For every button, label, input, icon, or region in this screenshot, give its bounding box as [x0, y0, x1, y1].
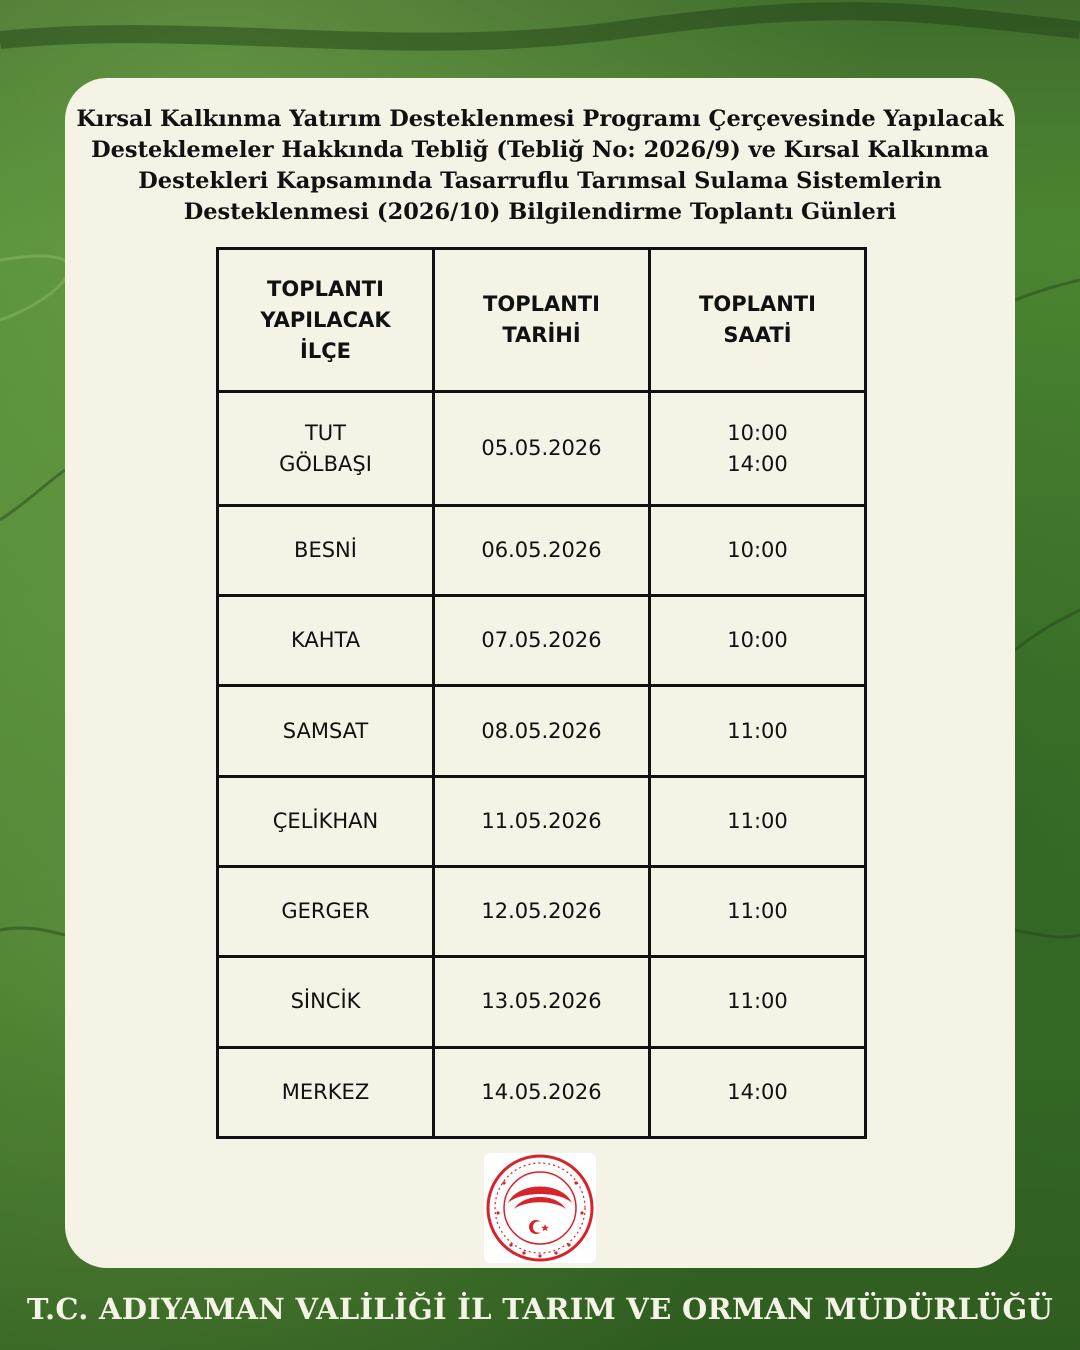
title-line: Desteklemeler Hakkında Tebliğ (Tebliğ No: 2026/9) ve Kırsal Kalkınma — [91, 137, 989, 163]
time-cell: 10:00 — [650, 596, 866, 686]
table-row — [218, 867, 866, 957]
ministry-emblem-icon — [484, 1153, 596, 1263]
time-cell: 11:00 — [650, 867, 866, 957]
time-cell: 11:00 — [650, 776, 866, 866]
header-line: SAATİ — [723, 323, 792, 348]
date-cell: 07.05.2026 — [434, 596, 650, 686]
table-row — [218, 1047, 866, 1137]
date-cell: 14.05.2026 — [434, 1047, 650, 1137]
title-line: Kırsal Kalkınma Yatırım Desteklenmesi Programı Çerçevesinde Yapılacak — [76, 106, 1004, 132]
district-cell: GERGER — [218, 867, 434, 957]
district-cell: BESNİ — [218, 505, 434, 595]
table-row — [218, 957, 866, 1047]
table-header-row — [218, 249, 866, 392]
date-cell: 06.05.2026 — [434, 505, 650, 595]
ministry-logo — [484, 1153, 596, 1263]
district-name: GÖLBAŞI — [279, 451, 372, 476]
table-row — [218, 776, 866, 866]
time-cell: 11:00 — [650, 957, 866, 1047]
date-cell: 08.05.2026 — [434, 686, 650, 776]
time-value: 14:00 — [727, 451, 788, 476]
header-line: TOPLANTI — [699, 292, 816, 317]
time-cell — [650, 392, 866, 505]
header-line: TARİHİ — [502, 323, 581, 348]
district-cell: KAHTA — [218, 596, 434, 686]
district-cell: SİNCİK — [218, 957, 434, 1047]
header-district — [218, 249, 434, 392]
district-cell: ÇELİKHAN — [218, 776, 434, 866]
time-value: 10:00 — [727, 420, 788, 445]
date-cell: 11.05.2026 — [434, 776, 650, 866]
title-line: Desteklenmesi (2026/10) Bilgilendirme Toplantı Günleri — [183, 199, 897, 225]
header-line: YAPILACAK — [260, 307, 391, 332]
district-cell: MERKEZ — [218, 1047, 434, 1137]
date-cell: 12.05.2026 — [434, 867, 650, 957]
header-line: İLÇE — [300, 338, 351, 363]
table-row — [218, 596, 866, 686]
meeting-schedule-table — [216, 247, 867, 1139]
district-cell — [218, 392, 434, 505]
header-line: TOPLANTI — [267, 276, 384, 301]
header-line: TOPLANTI — [483, 292, 600, 317]
date-cell: 05.05.2026 — [434, 392, 650, 505]
table-row — [218, 505, 866, 595]
district-cell: SAMSAT — [218, 686, 434, 776]
time-cell: 11:00 — [650, 686, 866, 776]
district-name: TUT — [304, 420, 347, 445]
date-cell: 13.05.2026 — [434, 957, 650, 1047]
header-time — [650, 249, 866, 392]
table-row — [218, 686, 866, 776]
footer-institution: T.C. ADIYAMAN VALİLİĞİ İL TARIM VE ORMAN MÜDÜRLÜĞÜ — [26, 1292, 1054, 1326]
announcement-title — [0, 104, 1080, 228]
table-row — [218, 392, 866, 505]
header-date — [434, 249, 650, 392]
time-cell: 10:00 — [650, 505, 866, 595]
title-line: Destekleri Kapsamında Tasarruflu Tarımsal Sulama Sistemlerin — [138, 168, 942, 194]
time-cell: 14:00 — [650, 1047, 866, 1137]
